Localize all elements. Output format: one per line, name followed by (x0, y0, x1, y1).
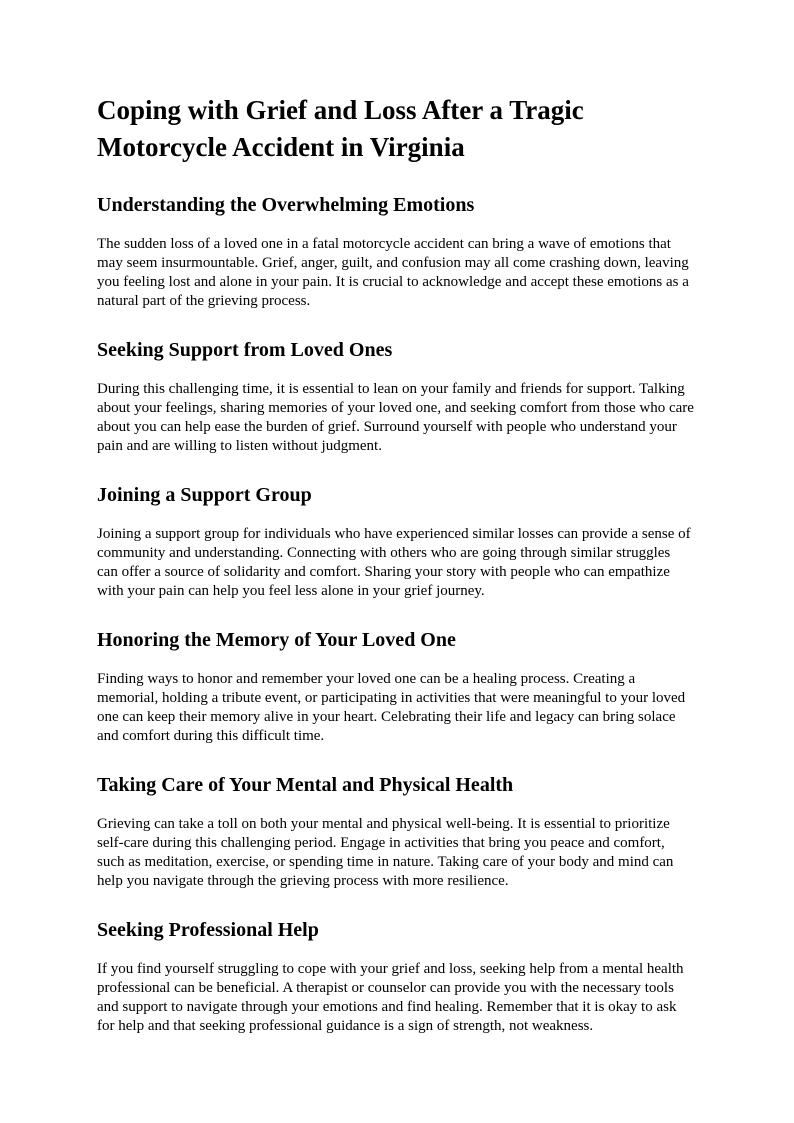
section-heading: Joining a Support Group (97, 484, 312, 506)
page-title: Coping with Grief and Loss After a Tragic Motorcycle Accident in Virginia (97, 95, 584, 162)
section-paragraph: The sudden loss of a loved one in a fatal motorcycle accident can bring a wave of emotions that may seem insurmountable. Grief, anger, guilt, and confusion may all come crashing down, leaving you feeling lost and alone in your pain. It is crucial to acknowledge and accept these emotions as a natural part of the grieving process. (97, 236, 689, 309)
section-paragraph: Joining a support group for individuals who have experienced similar losses can provide a sense of community and understanding. Connecting with others who are going through similar struggles can offer a source of solidarity and comfort. Sharing your story with people who can empathize with your pain can help you feel less alone in your grief journey. (97, 526, 691, 599)
section-paragraph: Finding ways to honor and remember your loved one can be a healing process. Creating a memorial, holding a tribute event, or participating in activities that were meaningful to your loved one can keep their memory alive in your heart. Celebrating their life and legacy can bring solace and comfort during this difficult time. (97, 671, 686, 744)
section-seeking-support (97, 337, 694, 456)
section-paragraph: During this challenging time, it is essential to lean on your family and friends for support. Talking about your feelings, sharing memories of your loved one, and seeking comfort from those who care about you can help ease the burden of grief. Surround yourself with people who understand your pain and are willing to listen without judgment. (97, 381, 694, 454)
section-heading: Honoring the Memory of Your Loved One (97, 629, 456, 651)
section-paragraph: If you find yourself struggling to cope with your grief and loss, seeking help from a mental health professional can be beneficial. A therapist or counselor can provide you with the necessary tools and support to navigate through your emotions and find healing. Remember that it is okay to ask for help and that seeking professional guidance is a sign of strength, not weakness. (97, 961, 684, 1034)
section-heading: Seeking Support from Loved Ones (97, 339, 393, 361)
section-understanding-emotions (97, 192, 694, 311)
section-heading: Seeking Professional Help (97, 919, 319, 941)
section-heading: Understanding the Overwhelming Emotions (97, 194, 475, 216)
section-professional-help (97, 917, 694, 1036)
section-honoring-memory (97, 627, 694, 746)
section-mental-physical-health (97, 772, 694, 891)
section-support-group (97, 482, 694, 601)
section-heading: Taking Care of Your Mental and Physical Health (97, 774, 514, 796)
section-paragraph: Grieving can take a toll on both your mental and physical well-being. It is essential to prioritize self-care during this challenging period. Engage in activities that bring you peace and comfort, such as meditation, exercise, or spending time in nature. Taking care of your body and mind can help you navigate through the grieving process with more resilience. (97, 816, 674, 889)
